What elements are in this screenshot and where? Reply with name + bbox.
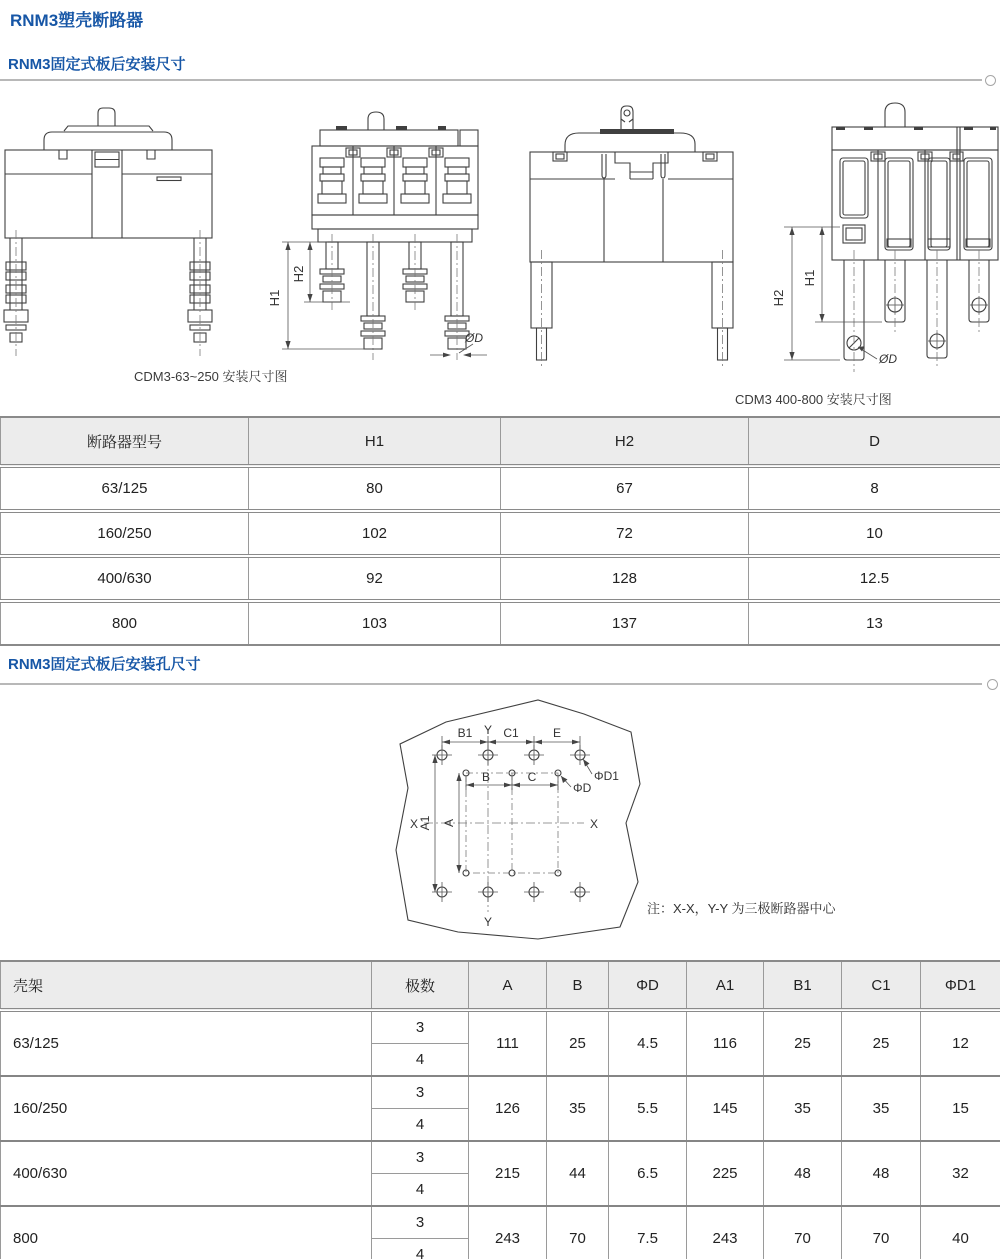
table-cell: 243 bbox=[687, 1206, 764, 1259]
table-cell: 13 bbox=[749, 601, 1000, 645]
column-header: ΦD1 bbox=[921, 961, 1000, 1010]
drawing-breaker-63-250-body bbox=[2, 98, 234, 366]
table-cell: 800 bbox=[1, 1206, 372, 1259]
table-header-row bbox=[1, 417, 1000, 466]
table-cell: 3 bbox=[372, 1141, 469, 1174]
section-heading-rear-mount: RNM3固定式板后安装尺寸 bbox=[8, 56, 186, 73]
table-row bbox=[1, 601, 1000, 645]
rear-mount-dimension-table bbox=[0, 416, 1000, 646]
dim-label-phi-d: ØD bbox=[465, 331, 483, 345]
table-cell: 4 bbox=[372, 1109, 469, 1142]
table-cell: 48 bbox=[842, 1141, 921, 1206]
table-cell: 7.5 bbox=[609, 1206, 687, 1259]
table-cell: 400/630 bbox=[1, 556, 249, 601]
table-cell: 126 bbox=[469, 1076, 547, 1141]
table-cell: 32 bbox=[921, 1141, 1000, 1206]
section-heading-hole-pattern: RNM3固定式板后安装孔尺寸 bbox=[8, 656, 201, 673]
table-cell: 137 bbox=[501, 601, 749, 645]
table-cell: 160/250 bbox=[1, 511, 249, 556]
table-header-row bbox=[1, 961, 1000, 1010]
drawing-breaker-63-250-studs bbox=[262, 98, 512, 393]
hole-dimension-table bbox=[0, 960, 1000, 1259]
column-header: C1 bbox=[842, 961, 921, 1010]
table-cell: 40 bbox=[921, 1206, 1000, 1259]
column-header: ΦD bbox=[609, 961, 687, 1010]
dim-label-a: A bbox=[442, 818, 456, 828]
dim-label-a1: A1 bbox=[418, 815, 432, 831]
table-cell: 15 bbox=[921, 1076, 1000, 1141]
table-cell: 111 bbox=[469, 1010, 547, 1076]
table-cell: 8 bbox=[749, 466, 1000, 511]
dim-label-phi-d: ΦD bbox=[573, 781, 592, 795]
dim-label-h1: H1 bbox=[802, 269, 817, 287]
dim-label-b: B bbox=[481, 770, 491, 784]
rule-end-dot-icon bbox=[985, 75, 996, 86]
table-cell: 4 bbox=[372, 1044, 469, 1077]
table-cell: 400/630 bbox=[1, 1141, 372, 1206]
table-cell: 12.5 bbox=[749, 556, 1000, 601]
column-header: H2 bbox=[501, 417, 749, 466]
column-header: 壳架 bbox=[1, 961, 372, 1010]
table-cell: 70 bbox=[547, 1206, 609, 1259]
dim-label-phi-d: ØD bbox=[879, 352, 897, 366]
table-row bbox=[1, 556, 1000, 601]
table-cell: 4 bbox=[372, 1174, 469, 1207]
table-row bbox=[1, 1010, 1000, 1044]
table-cell: 6.5 bbox=[609, 1141, 687, 1206]
column-header: B1 bbox=[764, 961, 842, 1010]
drawing-breaker-400-800-lugs bbox=[768, 100, 1000, 390]
column-header: A1 bbox=[687, 961, 764, 1010]
dim-label-phi-d1: ΦD1 bbox=[594, 769, 619, 783]
table-cell: 800 bbox=[1, 601, 249, 645]
column-header: H1 bbox=[249, 417, 501, 466]
table-row bbox=[1, 511, 1000, 556]
table-cell: 70 bbox=[764, 1206, 842, 1259]
table-row bbox=[1, 1141, 1000, 1174]
dim-label-b1: B1 bbox=[457, 726, 473, 740]
caption-large-frame: CDM3 400-800 安装尺寸图 bbox=[735, 392, 892, 407]
table-cell: 92 bbox=[249, 556, 501, 601]
table-cell: 70 bbox=[842, 1206, 921, 1259]
table-cell: 128 bbox=[501, 556, 749, 601]
table-cell: 35 bbox=[842, 1076, 921, 1141]
table-cell: 3 bbox=[372, 1076, 469, 1109]
table-cell: 63/125 bbox=[1, 466, 249, 511]
table-row bbox=[1, 1076, 1000, 1109]
table-cell: 67 bbox=[501, 466, 749, 511]
dim-label-h2: H2 bbox=[771, 289, 786, 307]
table-cell: 160/250 bbox=[1, 1076, 372, 1141]
dim-label-c1: C1 bbox=[503, 726, 519, 740]
table-cell: 25 bbox=[764, 1010, 842, 1076]
table-cell: 102 bbox=[249, 511, 501, 556]
drawing-breaker-400-800-body bbox=[516, 102, 741, 372]
table-cell: 25 bbox=[547, 1010, 609, 1076]
table-cell: 3 bbox=[372, 1010, 469, 1044]
column-header: B bbox=[547, 961, 609, 1010]
centerline-label-x-left: X bbox=[409, 817, 419, 831]
dim-label-h1: H1 bbox=[267, 289, 282, 307]
table-cell: 35 bbox=[547, 1076, 609, 1141]
caption-small-frame: CDM3-63~250 安装尺寸图 bbox=[134, 369, 288, 384]
table-cell: 4.5 bbox=[609, 1010, 687, 1076]
section-rule bbox=[0, 79, 982, 81]
table-cell: 243 bbox=[469, 1206, 547, 1259]
table-row bbox=[1, 1206, 1000, 1239]
table-cell: 10 bbox=[749, 511, 1000, 556]
centerline-label-y-top: Y bbox=[483, 723, 493, 737]
section-rule bbox=[0, 683, 982, 685]
rule-end-dot-icon bbox=[987, 679, 998, 690]
table-row bbox=[1, 466, 1000, 511]
column-header: A bbox=[469, 961, 547, 1010]
drawing-hole-pattern bbox=[388, 692, 650, 942]
table-cell: 25 bbox=[842, 1010, 921, 1076]
table-cell: 225 bbox=[687, 1141, 764, 1206]
table-cell: 4 bbox=[372, 1239, 469, 1259]
column-header: 断路器型号 bbox=[1, 417, 249, 466]
table-cell: 44 bbox=[547, 1141, 609, 1206]
table-cell: 215 bbox=[469, 1141, 547, 1206]
dim-label-c: C bbox=[527, 770, 537, 784]
table-cell: 12 bbox=[921, 1010, 1000, 1076]
table-cell: 3 bbox=[372, 1206, 469, 1239]
dim-label-e: E bbox=[552, 726, 562, 740]
table-cell: 145 bbox=[687, 1076, 764, 1141]
diagram-note: 注：X-X，Y-Y 为三极断路器中心 bbox=[647, 901, 836, 916]
table-cell: 5.5 bbox=[609, 1076, 687, 1141]
table-cell: 48 bbox=[764, 1141, 842, 1206]
table-cell: 35 bbox=[764, 1076, 842, 1141]
dim-label-h2: H2 bbox=[291, 265, 306, 283]
centerline-label-x-right: X bbox=[589, 817, 599, 831]
column-header: D bbox=[749, 417, 1000, 466]
centerline-label-y-bottom: Y bbox=[483, 915, 493, 929]
table-cell: 116 bbox=[687, 1010, 764, 1076]
page-title: RNM3塑壳断路器 bbox=[10, 11, 144, 30]
table-cell: 63/125 bbox=[1, 1010, 372, 1076]
column-header: 极数 bbox=[372, 961, 469, 1010]
table-cell: 103 bbox=[249, 601, 501, 645]
table-cell: 72 bbox=[501, 511, 749, 556]
table-cell: 80 bbox=[249, 466, 501, 511]
